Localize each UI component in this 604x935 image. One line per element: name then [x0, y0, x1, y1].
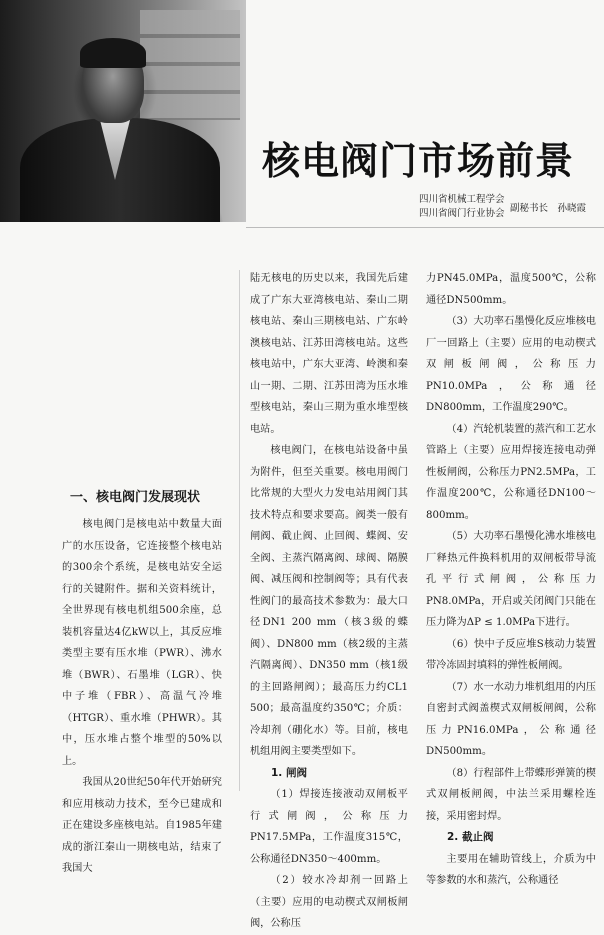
column-2	[250, 268, 408, 935]
author-byline: 副秘书长 孙晓霞	[510, 203, 587, 214]
subheading: 1. 闸阀	[271, 766, 307, 779]
column-divider	[239, 270, 240, 791]
paragraph: （1）焊接连接液动双闸板平行式闸阀，公称压力PN17.5MPa，工作温度315℃，公称通径DN350～400mm。	[250, 789, 408, 865]
section-heading: 一、核电阀门发展现状	[70, 490, 201, 505]
paragraph: 核电阀门，在核电站设备中虽为附件，但至关重要。核电用阀门比常规的大型火力发电站用阀门其技术特点和要求要高。阀类一般有闸阀、截止阀、止回阀、蝶阀、安全阀、主蒸汽隔离阀、球阀、隔膜阀、减压阀和控制阀等；具有代表性阀门的最高技术参数为：最大口径DN1 200 mm（核3级的蝶阀）、DN800 mm（核2级的主蒸汽隔离阀）、DN350 mm（核1级的主回路闸阀）；最高压力约CL1 500；最高温度约350℃；介质：冷却剂（硼化水）等。目前，核电机组用阀主要类型如下。	[250, 445, 408, 757]
photo-person-hair	[80, 38, 146, 68]
paragraph: （2）较水冷却剂一回路上（主要）应用的电动楔式双闸板闸阀，公称压	[250, 875, 408, 929]
paragraph: 陆无核电的历史以来，我国先后建成了广东大亚湾核电站、秦山二期核电站、秦山三期核电站、广东岭澳核电站、江苏田湾核电站。这些核电站中，广东大亚湾、岭澳和秦山一期、二期、江苏田湾为压水堆型核电站，秦山三期为重水堆型核电站。	[250, 273, 408, 435]
paragraph: 主要用在辅助管线上，介质为中等参数的水和蒸汽，公称通径	[426, 853, 596, 886]
photo-background-shelf	[140, 10, 240, 120]
paragraph: 力PN45.0MPa，温度500℃，公称通径DN500mm。	[426, 273, 596, 306]
subheading: 2. 截止阀	[447, 831, 494, 843]
paragraph: 核电阀门是核电站中数量大面广的水压设备，它连接整个核电站的300余个系统，是核电站安全运行的关键附件。据和关资料统计，全世界现有核电机组500余座，总装机容量达4亿kW以上，其反应堆类型主要有压水堆（PWR）、沸水堆（BWR）、石墨堆（LGR）、快中子堆（FBR）、高温气冷堆（HTGR）、重水堆（PHWR）。其中，压水堆占整个堆型的50%以上。	[62, 519, 222, 767]
org-line-2: 四川省阀门行业协会	[419, 208, 505, 219]
column-3	[426, 268, 596, 892]
article-title: 核电阀门市场前景	[262, 139, 575, 183]
author-organizations	[419, 193, 505, 221]
paragraph: （8）行程部件上带蝶形弹簧的楔式双闸板闸阀，中法兰采用螺栓连接，采用密封焊。	[426, 767, 596, 822]
paragraph: （5）大功率石墨慢化沸水堆核电厂释热元件换料机用的双闸板带导流孔平行式闸阀，公称压力PN8.0MPa，开启或关闭阀门只能在压力降为ΔP ≤ 1.0MPa下进行。	[426, 531, 596, 628]
paragraph: （7）水一水动力堆机组用的内压自密封式阀盖楔式双闸板闸阀，公称压力PN16.0MPa，公称通径DN500mm。	[426, 681, 596, 757]
paragraph: 我国从20世纪50年代开始研究和应用核动力技术，至今已建成和正在建设多座核电站。自1985年建成的浙江秦山一期核电站，结束了我国大	[62, 777, 222, 874]
org-line-1: 四川省机械工程学会	[419, 194, 505, 205]
paragraph: （6）快中子反应堆S核动力装置带冷冻固封填料的弹性板闸阀。	[426, 638, 596, 671]
header-divider	[246, 227, 604, 228]
column-1	[62, 514, 222, 880]
paragraph: （3）大功率石墨慢化反应堆核电厂一回路上（主要）应用的电动楔式双闸板闸阀，公称压力PN10.0MPa，公称通径DN800mm，工作温度290℃。	[426, 316, 596, 413]
paragraph: （4）汽轮机装置的蒸汽和工艺水管路上（主要）应用焊接连接电动弹性板闸阀，公称压力PN2.5MPa，工作温度200℃，公称通径DN100～800mm。	[426, 423, 596, 521]
author-photo	[0, 0, 246, 222]
